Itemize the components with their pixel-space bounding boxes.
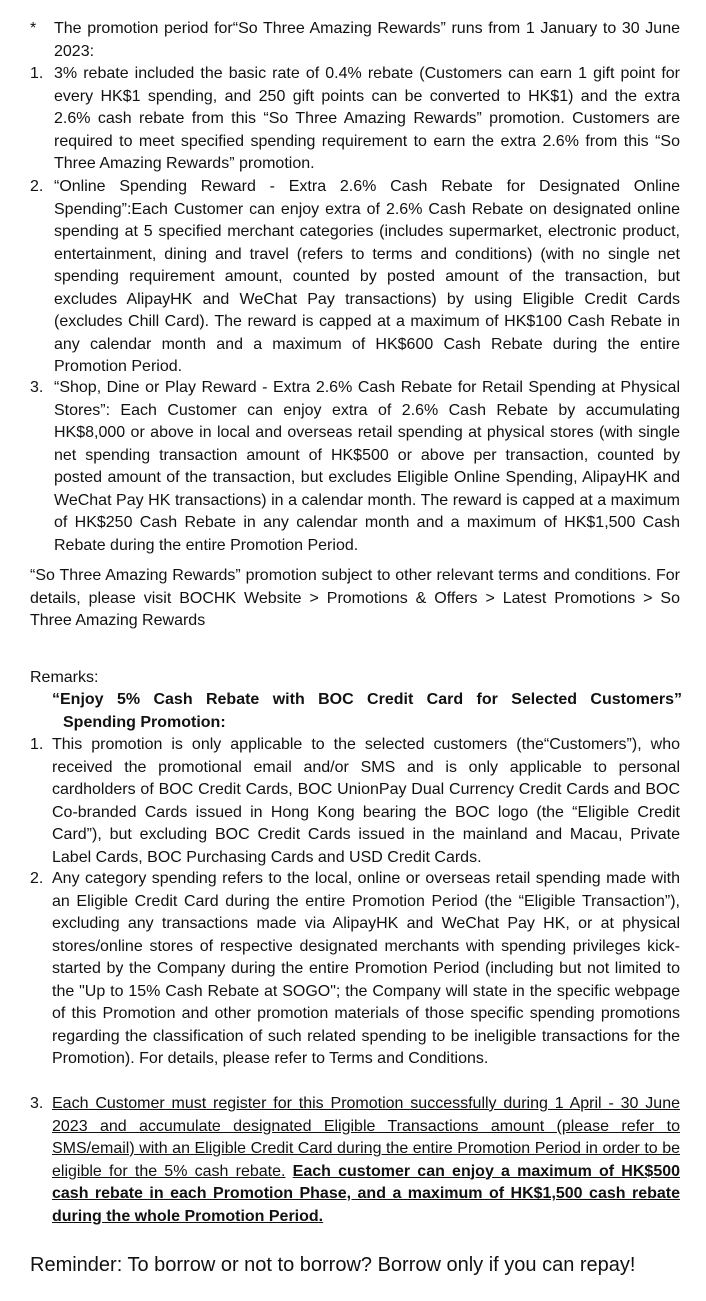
registration-requirement-text: Each Customer must register for this Promotion successfully during 1 April - 30 June 2023 and accumulate designated Eligible Transactions amount (please refer to SMS/email) with an Eligible Credit Card during the entire Promotion Period in order to be eligible for the 5% cash rebate. [52,1095,680,1180]
list-item [30,63,680,176]
remarks-label: Remarks: [30,669,99,686]
list-number: 1. [30,65,44,82]
list-item [30,176,680,379]
promotion-period-note [30,18,680,63]
list-item-text: “Shop, Dine or Play Reward - Extra 2.6% Cash Rebate for Retail Spending at Physical Stores”: Each Customer can enjoy extra of 2.6% Cash Rebate by accumulating HK$8,000 or above in local and overseas retail spending at physical stores (with single net spending transaction amount of HK$500 or above per transaction, counted by posted amount of the transaction, but excludes Eligible Online Spending, AlipayHK and WeChat Pay HK transactions) in a calendar month. The reward is capped at a maximum of HK$250 Cash Rebate in any calendar month and a maximum of HK$1,500 Cash Rebate during the entire Promotion Period. [54,379,680,554]
list-number: 2. [30,178,44,195]
list-item [30,734,680,869]
promotion-title-line2: Spending Promotion: [63,713,226,731]
list-item [30,1093,680,1228]
list-number: 3. [30,1095,44,1112]
promotion-period-text: The promotion period for“So Three Amazing Rewards” runs from 1 January to 30 June 2023: [54,20,680,60]
list-item-text: This promotion is only applicable to the selected customers (the“Customers”), who received the promotional email and/or SMS and is only applicable to personal cardholders of BOC Credit Cards, BOC UnionPay Dual Currency Credit Cards and BOC Co-branded Cards issued in Hong Kong bearing the BOC logo (the “Eligible Credit Card”), but excluding BOC Credit Cards issued in the mainland and Macau, Private Label Cards, BOC Purchasing Cards and USD Credit Cards. [52,736,680,866]
list-number: 3. [30,379,44,396]
borrowing-reminder: Reminder: To borrow or not to borrow? Borrow only if you can repay! [30,1254,636,1276]
list-item-text: 3% rebate included the basic rate of 0.4% rebate (Customers can earn 1 gift point for every HK$1 spending, and 250 gift points can be converted to HK$1) and the extra 2.6% cash rebate from this “So Three Amazing Rewards” promotion. Customers are required to meet specified spending requirement to earn the extra 2.6% from this “So Three Amazing Rewards” promotion. [54,65,680,172]
promotion-title [52,689,682,734]
promotion-title-line1: “Enjoy 5% Cash Rebate with BOC Credit Card for Selected Customers” [52,691,682,708]
list-number: 1. [30,736,44,753]
asterisk-marker: * [30,20,37,37]
list-item-text: Any category spending refers to the local, online or overseas retail spending made with an Eligible Credit Card during the entire Promotion Period (the “Eligible Transaction”), excluding any transactions made via AlipayHK and WeChat Pay HK, or at physical stores/online stores of respective designated merchants with spending privileges kick-started by the Company during the entire Promotion Period (including but not limited to the "Up to 15% Cash Rebate at SOGO"; the Company will state in the specific webpage of this Promotion and other promotion materials of those specific spending promotions regarding the classification of such related spending to be ineligible transactions for the Promotion). For details, please refer to Terms and Conditions. [52,870,680,1067]
list-item-text [52,1093,680,1228]
list-item [30,377,680,557]
list-number: 2. [30,870,44,887]
rebate-cap-text: Each customer can enjoy a maximum of HK$500 cash rebate in each Promotion Phase, and a maximum of HK$1,500 cash rebate during the whole Promotion Period. [52,1162,681,1225]
list-item-text: “Online Spending Reward - Extra 2.6% Cash Rebate for Designated Online Spending”:Each Customer can enjoy extra of 2.6% Cash Rebate on designated online spending at 5 specified merchant categories (includes supermarket, electronic product, entertainment, dining and travel (refers to terms and conditions) (with no single net spending requirement amount, counted by posted amount of the transaction, but excludes AlipayHK and WeChat Pay transactions) by using Eligible Credit Cards (excludes Chill Card). The reward is capped at a maximum of HK$100 Cash Rebate in any calendar month and a maximum of HK$600 Cash Rebate during the entire Promotion Period. [54,178,680,375]
terms-closing-paragraph: “So Three Amazing Rewards” promotion subject to other relevant terms and conditions. For details, please visit BOCHK Website > Promotions & Offers > Latest Promotions > So Three Amazing Rewards [30,567,680,629]
list-item [30,868,680,1071]
